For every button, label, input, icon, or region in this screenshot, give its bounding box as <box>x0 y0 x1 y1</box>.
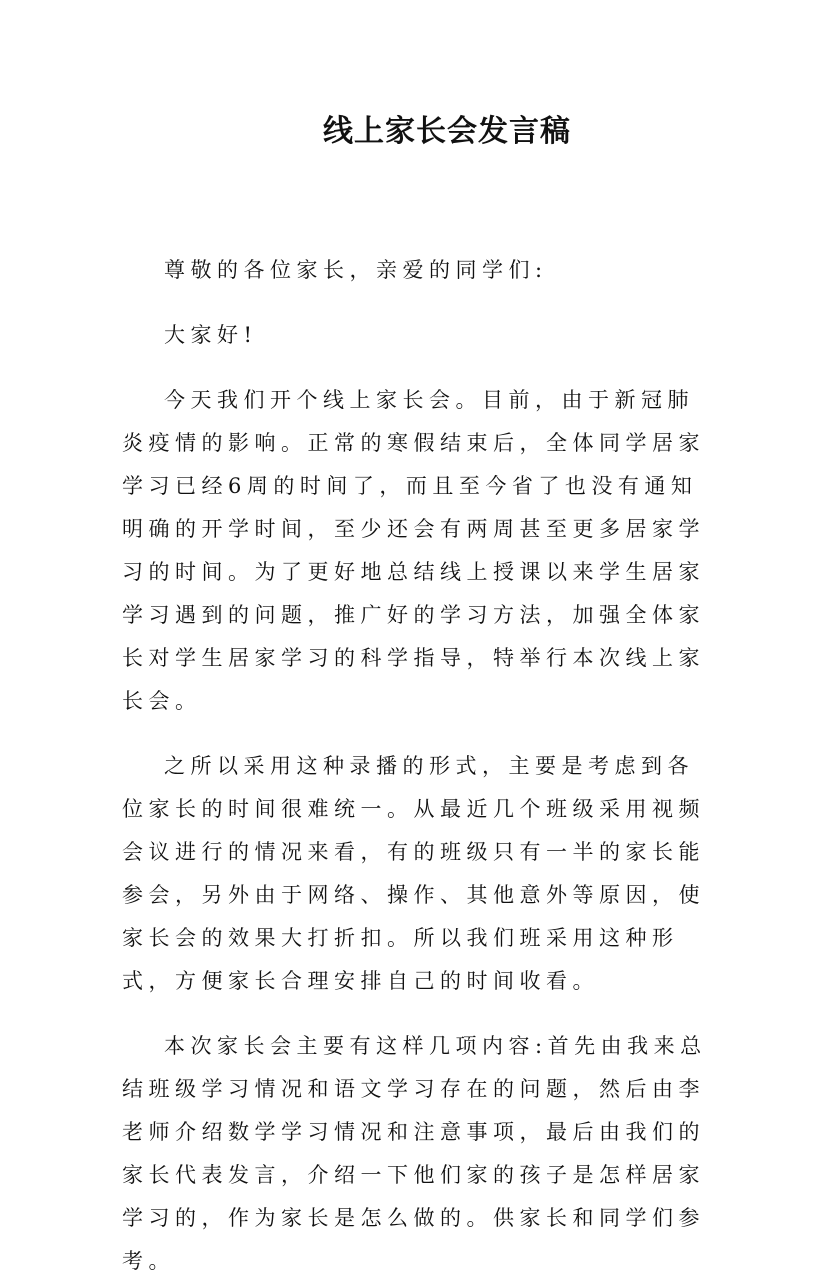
paragraph-line: 本次家长会主要有这样几项内容:首先由我来总结班级学习情况和语文学习 <box>122 1034 707 1101</box>
paragraph-line: 的科学指导，特举行本次线上家长会。 <box>122 646 705 713</box>
paragraph-line: 学时间，至少还会有两周甚至更多居家学习的时间。为了更好地总结线上授课以 <box>122 517 705 584</box>
paragraph-1 <box>122 379 716 723</box>
paragraph-line: 表发言，介绍一下他们家的孩子是怎样居家学习的，作为家长是怎么做的。供家 <box>122 1163 705 1230</box>
paragraph-line: 外由于网络、操作、其他意外等原因，使家长会的效果大打折扣。所以我们班采 <box>122 883 705 950</box>
greeting: 大家好! <box>164 323 258 347</box>
paragraph-line: 之所以采用这种录播的形式，主要是考虑到各位家长的时间很难统一。从最 <box>122 754 694 821</box>
paragraph-line: 用这种形式，方便家长合理安排自己的时间收看。 <box>122 926 679 993</box>
paragraph-line: 长和同学们参考。 <box>122 1206 705 1273</box>
paragraph-line: 今天我们开个线上家长会。目前，由于新冠肺炎疫情的影响。正常的寒假结 <box>122 388 694 455</box>
paragraph-line: 存在的问题，然后由李老师介绍数学学习情况和注意事项，最后由我们的家长代 <box>122 1077 705 1187</box>
paragraph-2 <box>122 745 716 1003</box>
paragraph-line: 来学生居家学习遇到的问题，推广好的学习方法，加强全体家长对学生居家学习 <box>122 560 705 670</box>
paragraph-3 <box>122 1025 716 1283</box>
salutation: 尊敬的各位家长，亲爱的同学们: <box>164 258 548 282</box>
paragraph-line: 近几个班级采用视频会议进行的情况来看，有的班级只有一半的家长能参会，另 <box>122 797 705 907</box>
document-title: 线上家长会发言稿 <box>323 114 571 149</box>
paragraph-line: 束后，全体同学居家学习已经6周的时间了，而且至今省了也没有通知明确的开 <box>122 431 705 541</box>
